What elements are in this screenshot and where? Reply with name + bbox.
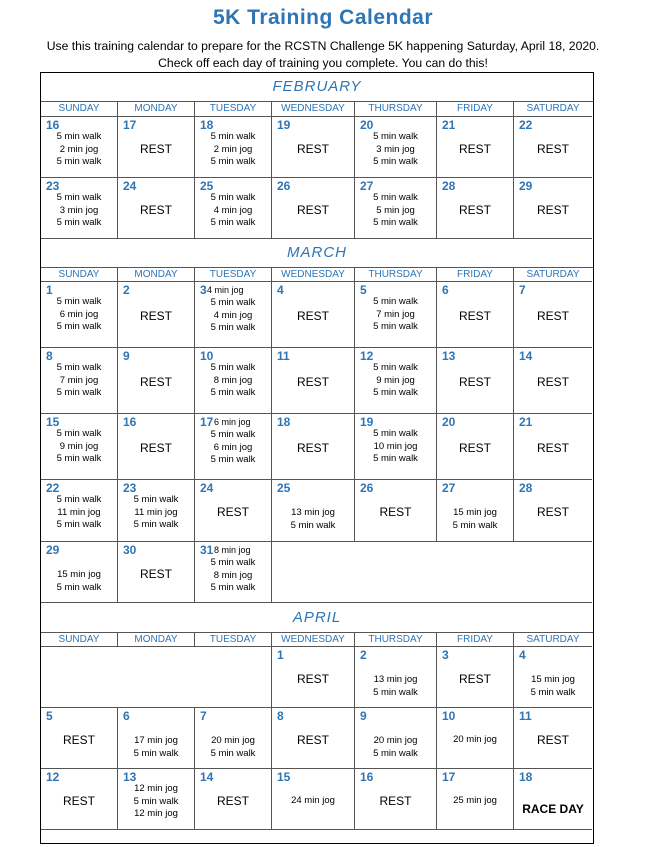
day-cell[interactable]	[41, 282, 118, 348]
workout-step: 5 min walk	[56, 217, 102, 228]
day-cell[interactable]	[118, 348, 195, 414]
workout-steps	[118, 783, 194, 821]
workout-step: 5 min walk	[56, 296, 102, 307]
day-cell[interactable]	[41, 348, 118, 414]
workout-step: 5 min walk	[373, 156, 418, 167]
workout-steps	[195, 297, 271, 335]
empty-cell	[41, 647, 272, 708]
workout-step: 5 min walk	[373, 217, 418, 228]
rest-label: REST	[62, 732, 95, 747]
day-cell[interactable]	[437, 282, 514, 348]
day-number: 13	[442, 349, 456, 363]
day-number: 3	[200, 283, 207, 297]
rest-label: REST	[536, 309, 569, 323]
day-name-header: SATURDAY	[514, 633, 592, 647]
rest-label: REST	[458, 141, 491, 156]
workout-step: 5 min walk	[56, 192, 102, 203]
workout-step: 5 min walk	[210, 429, 256, 440]
workout-step: 8 min jog	[213, 569, 253, 581]
rest-label: REST	[216, 793, 249, 808]
workout-step: 5 min walk	[56, 387, 102, 398]
workout-step: 11 min jog	[57, 506, 101, 518]
day-cell[interactable]	[272, 178, 355, 239]
day-number: 15	[46, 415, 60, 429]
day-number: 2	[360, 648, 367, 662]
day-number: 22	[46, 481, 60, 495]
day-number: 14	[519, 349, 533, 363]
day-number: 24	[200, 481, 214, 495]
workout-step: 20 min jog	[373, 735, 418, 746]
workout-step: 5 min walk	[133, 747, 179, 759]
day-cell[interactable]	[195, 178, 272, 239]
rest-label: REST	[458, 375, 491, 389]
day-number: 29	[46, 543, 60, 557]
month-header: FEBRUARY	[41, 73, 593, 102]
day-number: 1	[46, 283, 53, 297]
rest-label: REST	[139, 141, 172, 156]
day-name-header: SUNDAY	[41, 268, 118, 282]
workout-step: 5 min walk	[56, 428, 102, 439]
workout-step: 5 min walk	[210, 387, 256, 398]
workout-step: 5 min walk	[210, 192, 256, 203]
day-number: 17	[200, 415, 214, 429]
workout-step: 15 min jog	[57, 569, 101, 580]
workout-steps	[437, 795, 513, 808]
day-cell[interactable]	[514, 178, 592, 239]
day-cell[interactable]	[437, 348, 514, 414]
workout-step: 5 min walk	[210, 454, 256, 465]
workout-step: 5 min walk	[373, 686, 418, 698]
day-cell[interactable]	[514, 414, 592, 480]
workout-step: 5 min walk	[210, 582, 256, 593]
rest-label: REST	[379, 793, 412, 808]
day-cell[interactable]	[437, 769, 514, 830]
day-number: 29	[519, 179, 533, 193]
day-cell[interactable]	[272, 117, 355, 178]
workout-step: 5 min walk	[373, 428, 418, 439]
workout-steps	[41, 131, 117, 169]
rest-label: REST	[139, 202, 172, 217]
day-number: 10	[442, 709, 456, 723]
day-name-header: FRIDAY	[437, 633, 514, 647]
day-name-header: FRIDAY	[437, 102, 514, 117]
workout-step: 5 min walk	[290, 519, 336, 531]
day-number: 8	[46, 349, 53, 363]
day-number: 9	[360, 709, 367, 723]
day-name-header: WEDNESDAY	[272, 268, 355, 282]
month-header: APRIL	[41, 604, 593, 633]
day-number: 30	[123, 543, 137, 557]
workout-steps	[41, 569, 117, 594]
day-cell[interactable]	[118, 414, 195, 480]
workout-steps	[118, 735, 194, 760]
day-cell[interactable]	[355, 414, 437, 480]
day-cell[interactable]	[272, 708, 355, 769]
day-cell[interactable]	[514, 647, 592, 708]
day-cell[interactable]	[514, 348, 592, 414]
workout-steps	[195, 429, 271, 467]
workout-steps	[41, 296, 117, 334]
day-cell[interactable]	[355, 480, 437, 542]
day-cell[interactable]	[272, 414, 355, 480]
day-name-header: MONDAY	[118, 633, 195, 647]
day-number: 15	[277, 770, 291, 784]
workout-step: 5 min walk	[56, 519, 102, 530]
day-note: 4 min jog	[207, 285, 244, 295]
rest-label: REST	[536, 441, 569, 455]
workout-steps	[355, 735, 436, 760]
workout-steps	[355, 674, 436, 699]
day-cell[interactable]	[41, 480, 118, 542]
workout-step: 2 min jog	[213, 143, 253, 155]
workout-step: 5 min walk	[373, 296, 418, 307]
workout-step: 5 min walk	[373, 131, 418, 142]
day-number: 6	[123, 709, 130, 723]
day-cell[interactable]	[355, 647, 437, 708]
day-number: 2	[123, 283, 130, 297]
rest-label: REST	[536, 732, 569, 747]
rest-label: REST	[296, 375, 329, 389]
workout-step: 20 min jog	[211, 735, 255, 746]
day-number: 28	[519, 481, 533, 495]
day-cell[interactable]	[41, 708, 118, 769]
day-note: 8 min jog	[214, 545, 251, 555]
rest-label: REST	[139, 375, 172, 389]
workout-step: 8 min jog	[213, 374, 253, 386]
day-cell[interactable]	[355, 348, 437, 414]
workout-step: 24 min jog	[291, 795, 335, 806]
rest-label: REST	[379, 505, 412, 519]
day-number: 5	[360, 283, 367, 297]
day-number: 13	[123, 770, 137, 784]
workout-step: 5 min walk	[210, 322, 256, 333]
workout-step: 5 min walk	[530, 686, 576, 698]
workout-step: 4 min jog	[213, 309, 253, 321]
workout-step: 5 min walk	[452, 519, 498, 531]
workout-step: 5 min walk	[210, 156, 256, 167]
workout-steps	[195, 557, 271, 595]
day-name-header: WEDNESDAY	[272, 633, 355, 647]
workout-steps	[195, 362, 271, 400]
day-name-header: TUESDAY	[195, 102, 272, 117]
day-cell[interactable]	[514, 769, 592, 830]
day-number: 7	[200, 709, 207, 723]
day-cell[interactable]	[195, 348, 272, 414]
day-cell[interactable]	[355, 769, 437, 830]
workout-step: 5 min walk	[373, 321, 418, 332]
day-cell[interactable]	[437, 117, 514, 178]
day-cell[interactable]	[118, 178, 195, 239]
day-number: 11	[519, 709, 532, 723]
rest-label: REST	[296, 202, 329, 217]
workout-step: 6 min jog	[59, 308, 99, 320]
workout-step: 5 min jog	[376, 204, 415, 216]
day-number: 18	[519, 770, 533, 784]
day-cell[interactable]	[437, 480, 514, 542]
workout-step: 5 min walk	[56, 156, 102, 167]
subtitle-line-2: Check off each day of training you complete. You can do this!	[158, 56, 488, 70]
workout-step: 5 min walk	[210, 747, 256, 759]
workout-step: 5 min walk	[56, 321, 102, 332]
rest-label: REST	[139, 566, 172, 581]
day-number: 17	[442, 770, 456, 784]
day-name-header: FRIDAY	[437, 268, 514, 282]
rest-label: REST	[296, 441, 329, 455]
subtitle-line-1: Use this training calendar to prepare for the RCSTN Challenge 5K happening Saturday, April 18, 2020.	[46, 39, 600, 53]
day-cell[interactable]	[437, 647, 514, 708]
day-number: 19	[277, 118, 291, 132]
empty-cell	[272, 542, 592, 603]
workout-step: 17 min jog	[134, 735, 178, 746]
day-number: 23	[123, 481, 137, 495]
workout-step: 15 min jog	[531, 674, 575, 685]
day-number: 3	[442, 648, 449, 662]
workout-step: 5 min walk	[373, 453, 418, 464]
workout-steps	[355, 192, 436, 230]
day-number: 23	[46, 179, 60, 193]
rest-label: REST	[296, 732, 329, 747]
rest-label: REST	[296, 141, 329, 156]
day-cell[interactable]	[195, 708, 272, 769]
day-number: 24	[123, 179, 137, 193]
day-cell[interactable]	[514, 708, 592, 769]
day-cell[interactable]	[514, 282, 592, 348]
day-cell[interactable]	[355, 178, 437, 239]
day-number: 16	[46, 118, 60, 132]
day-number: 17	[123, 118, 137, 132]
day-number: 21	[442, 118, 456, 132]
workout-step: 9 min jog	[376, 374, 415, 386]
workout-step: 9 min jog	[59, 440, 99, 452]
day-cell[interactable]	[195, 542, 272, 603]
workout-step: 5 min walk	[133, 519, 179, 530]
day-number: 21	[519, 415, 533, 429]
day-number: 16	[360, 770, 374, 784]
workout-step: 5 min walk	[210, 557, 256, 568]
day-number: 10	[200, 349, 214, 363]
day-number: 8	[277, 709, 284, 723]
day-number: 18	[200, 118, 214, 132]
day-number: 19	[360, 415, 374, 429]
workout-step: 5 min walk	[56, 453, 102, 464]
rest-label: REST	[536, 375, 569, 389]
rest-label: REST	[139, 309, 172, 323]
day-cell[interactable]	[41, 542, 118, 603]
day-cell[interactable]	[41, 769, 118, 830]
workout-steps	[272, 795, 354, 808]
day-cell[interactable]	[41, 178, 118, 239]
workout-step: 7 min jog	[59, 374, 99, 386]
day-cell[interactable]	[118, 542, 195, 603]
day-number: 4	[519, 648, 526, 662]
day-number: 1	[277, 648, 284, 662]
workout-steps	[118, 494, 194, 532]
rest-label: REST	[296, 309, 329, 323]
workout-step: 5 min walk	[133, 795, 179, 807]
rest-label: REST	[536, 202, 569, 217]
day-name-header: SUNDAY	[41, 102, 118, 117]
day-number: 14	[200, 770, 214, 784]
day-cell[interactable]	[272, 769, 355, 830]
day-number: 12	[46, 770, 60, 784]
day-number: 20	[442, 415, 456, 429]
rest-label: REST	[536, 505, 569, 519]
workout-step: 5 min walk	[56, 494, 102, 505]
workout-step: 5 min walk	[56, 131, 102, 142]
workout-steps	[355, 296, 436, 334]
day-number: 6	[442, 283, 449, 297]
day-cell[interactable]	[118, 708, 195, 769]
day-cell[interactable]	[195, 282, 272, 348]
day-cell[interactable]	[41, 414, 118, 480]
workout-step: 5 min walk	[133, 494, 179, 505]
day-number: 9	[123, 349, 130, 363]
rest-label: REST	[458, 202, 491, 217]
day-number: 31	[200, 543, 214, 557]
day-cell[interactable]	[195, 117, 272, 178]
workout-steps	[355, 131, 436, 169]
workout-step: 3 min jog	[59, 204, 99, 216]
day-cell[interactable]	[437, 414, 514, 480]
workout-step: 5 min walk	[56, 362, 102, 373]
workout-step: 5 min walk	[373, 747, 418, 759]
workout-step: 5 min walk	[210, 297, 256, 308]
day-cell[interactable]	[355, 282, 437, 348]
day-number: 20	[360, 118, 374, 132]
month-header: MARCH	[41, 239, 593, 268]
workout-step: 5 min walk	[210, 131, 256, 142]
workout-step: 12 min jog	[134, 808, 178, 819]
workout-step: 5 min walk	[210, 362, 256, 373]
day-cell[interactable]	[41, 117, 118, 178]
workout-step: 15 min jog	[453, 507, 497, 518]
workout-step: 11 min jog	[134, 506, 178, 518]
day-number: 5	[46, 709, 53, 723]
day-cell[interactable]	[272, 480, 355, 542]
workout-steps	[514, 674, 592, 699]
rest-label: REST	[458, 441, 491, 455]
day-number: 26	[277, 179, 291, 193]
day-number: 7	[519, 283, 526, 297]
workout-steps	[355, 428, 436, 466]
day-number: 18	[277, 415, 291, 429]
day-cell[interactable]	[118, 117, 195, 178]
workout-step: 20 min jog	[453, 734, 497, 745]
day-cell[interactable]	[514, 480, 592, 542]
day-name-header: TUESDAY	[195, 268, 272, 282]
workout-step: 10 min jog	[373, 440, 418, 452]
rest-label: REST	[458, 309, 491, 323]
day-cell[interactable]	[272, 348, 355, 414]
day-name-header: THURSDAY	[355, 102, 437, 117]
workout-step: 5 min walk	[210, 217, 256, 228]
workout-step: 13 min jog	[373, 674, 418, 685]
day-number: 25	[200, 179, 214, 193]
day-cell[interactable]	[118, 282, 195, 348]
workout-step: 5 min walk	[373, 192, 418, 203]
workout-steps	[41, 428, 117, 466]
page-title: 5K Training Calendar	[212, 6, 434, 29]
day-name-header: WEDNESDAY	[272, 102, 355, 117]
day-cell[interactable]	[272, 282, 355, 348]
day-number: 27	[442, 481, 456, 495]
workout-step: 4 min jog	[213, 204, 253, 216]
day-name-header: THURSDAY	[355, 633, 437, 647]
day-cell[interactable]	[195, 480, 272, 542]
day-cell[interactable]	[195, 414, 272, 480]
day-number: 4	[277, 283, 284, 297]
rest-label: REST	[536, 141, 569, 156]
day-cell[interactable]	[355, 117, 437, 178]
workout-step: 5 min walk	[56, 581, 102, 593]
rest-label: REST	[139, 441, 172, 455]
day-note: 6 min jog	[214, 417, 251, 427]
day-number: 27	[360, 179, 374, 193]
workout-step: 7 min jog	[376, 308, 415, 320]
day-cell[interactable]	[355, 708, 437, 769]
day-name-header: SUNDAY	[41, 633, 118, 647]
day-name-header: SATURDAY	[514, 102, 592, 117]
day-name-header: MONDAY	[118, 102, 195, 117]
workout-step: 6 min jog	[213, 441, 253, 453]
day-cell[interactable]	[118, 769, 195, 830]
workout-steps	[41, 362, 117, 400]
workout-steps	[355, 362, 436, 400]
day-name-header: MONDAY	[118, 268, 195, 282]
rest-label: REST	[296, 671, 329, 686]
workout-steps	[195, 735, 271, 760]
day-number: 11	[277, 349, 290, 363]
rest-label: REST	[458, 671, 491, 686]
day-number: 12	[360, 349, 374, 363]
day-number: 25	[277, 481, 291, 495]
workout-step: 25 min jog	[453, 795, 497, 806]
day-cell[interactable]	[272, 647, 355, 708]
day-number: 28	[442, 179, 456, 193]
day-cell[interactable]	[195, 769, 272, 830]
workout-steps	[41, 192, 117, 230]
day-cell[interactable]	[437, 708, 514, 769]
workout-steps	[41, 494, 117, 532]
workout-step: 5 min walk	[373, 387, 418, 398]
race-day-label: RACE DAY	[522, 801, 584, 816]
day-number: 16	[123, 415, 137, 429]
day-name-header: TUESDAY	[195, 633, 272, 647]
workout-step: 2 min jog	[59, 143, 99, 155]
rest-label: REST	[216, 505, 249, 519]
day-cell[interactable]	[514, 117, 592, 178]
workout-step: 3 min jog	[376, 143, 415, 155]
workout-steps	[195, 192, 271, 230]
workout-step: 12 min jog	[134, 783, 178, 794]
day-number: 26	[360, 481, 374, 495]
day-name-header: THURSDAY	[355, 268, 437, 282]
day-name-header: SATURDAY	[514, 268, 592, 282]
day-number: 22	[519, 118, 533, 132]
workout-steps	[437, 734, 513, 747]
workout-step: 5 min walk	[373, 362, 418, 373]
day-cell[interactable]	[118, 480, 195, 542]
workout-steps	[437, 507, 513, 532]
day-cell[interactable]	[437, 178, 514, 239]
workout-steps	[195, 131, 271, 169]
rest-label: REST	[62, 793, 95, 808]
workout-steps	[272, 507, 354, 532]
training-calendar	[40, 72, 594, 844]
workout-step: 13 min jog	[291, 507, 335, 518]
